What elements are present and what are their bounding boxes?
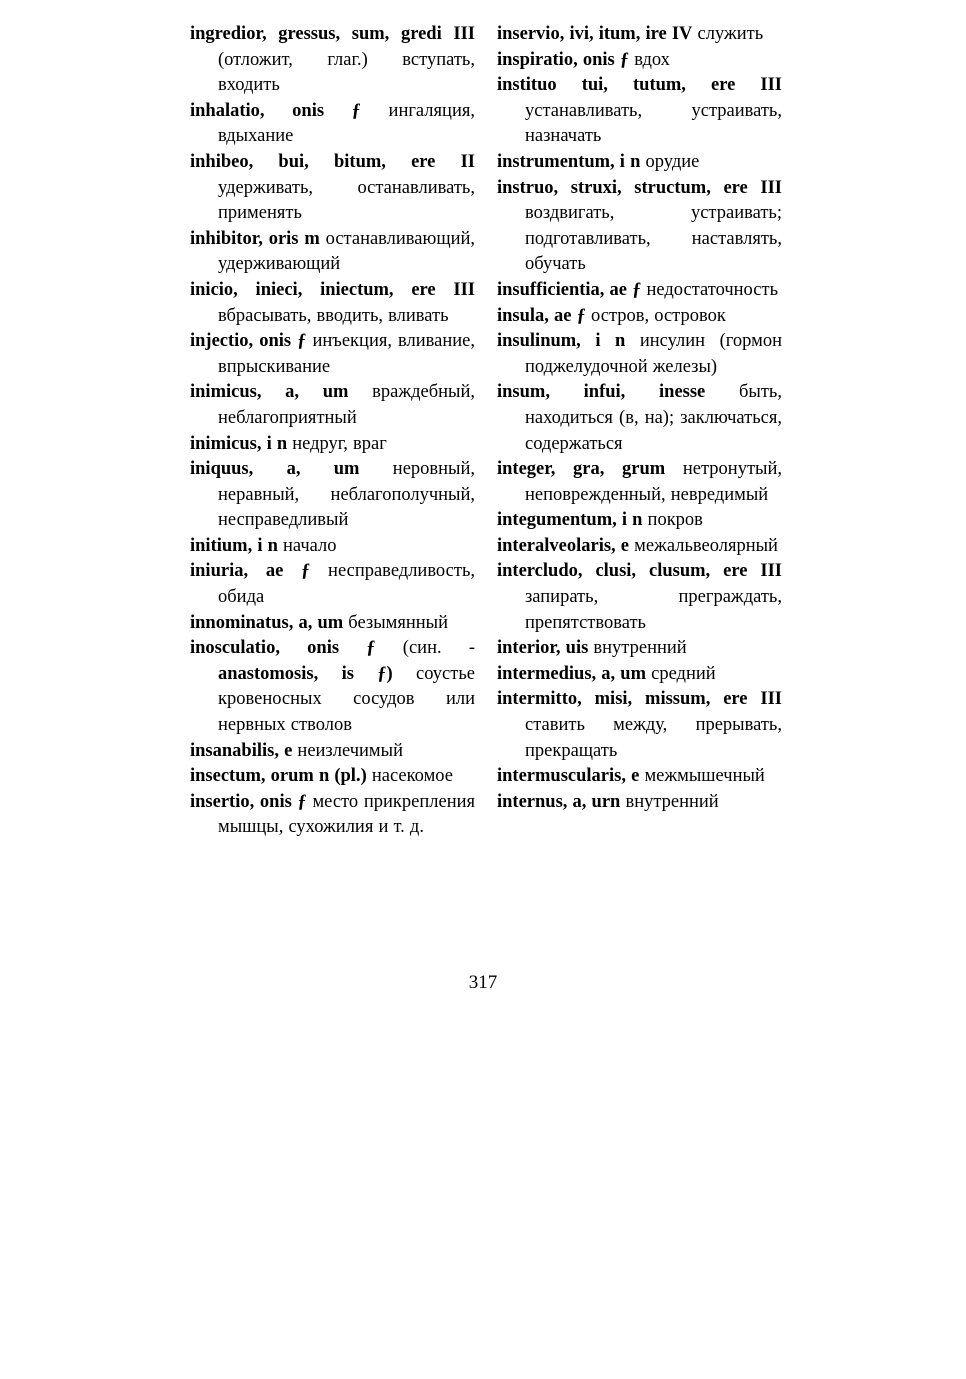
entry-headword: insulinum, i n	[497, 331, 626, 352]
right-column	[497, 22, 782, 815]
entry-headword: integumentum, i n	[497, 510, 643, 531]
entry-definition: ставить между, прерывать, прекращать	[525, 715, 782, 761]
dictionary-entry	[497, 687, 782, 764]
entry-definition: покров	[642, 510, 703, 531]
entry-definition: межмышечный	[639, 766, 765, 787]
dictionary-entry	[190, 611, 475, 637]
entry-headword: intermitto, misi, missum, ere III	[497, 689, 782, 710]
entry-headword: inimicus, a, um	[190, 382, 349, 403]
entry-definition: инсулин (гормон поджелудочной железы)	[525, 331, 782, 377]
entry-headword: insum, infui, inesse	[497, 382, 706, 403]
dictionary-entry	[497, 534, 782, 560]
entry-definition: внутренний	[620, 791, 719, 812]
entry-headword: insectum, orum n (pl.)	[190, 766, 367, 787]
entry-definition: недостаточность	[641, 279, 779, 300]
entry-headword: instruo, struxi, structum, ere III	[497, 177, 782, 198]
entry-headword: intermuscularis, e	[497, 766, 640, 787]
dictionary-entry	[190, 278, 475, 329]
dictionary-entry	[190, 790, 475, 841]
entry-headword: inhibitor, oris m	[190, 228, 320, 249]
entry-headword: inimicus, i n	[190, 433, 288, 454]
entry-headword: iniuria, ae ƒ	[190, 561, 311, 582]
entry-definition: орудие	[640, 151, 700, 172]
entry-headword: inicio, inieci, iniectum, ere III	[190, 279, 475, 300]
dictionary-entry	[190, 99, 475, 150]
left-column	[190, 22, 475, 841]
entry-definition: нетронутый, неповрежденный, невредимый	[525, 459, 782, 505]
dictionary-entry	[190, 739, 475, 765]
dictionary-entry	[497, 329, 782, 380]
entry-headword: innominatus, a, um	[190, 612, 344, 633]
entry-definition: средний	[646, 663, 716, 684]
entry-headword: insufficientia, ae ƒ	[497, 279, 642, 300]
entry-definition: инъекция, вливание, впрыскивание	[218, 331, 475, 377]
dictionary-entry	[190, 457, 475, 534]
dictionary-entry	[190, 534, 475, 560]
entry-definition: внутренний	[588, 638, 687, 659]
dictionary-entry	[497, 457, 782, 508]
dictionary-entry	[190, 432, 475, 458]
entry-definition: насекомое	[366, 766, 453, 787]
dictionary-entry	[497, 150, 782, 176]
entry-headword: inservio, ivi, itum, ire IV	[497, 24, 693, 44]
entry-headword: inhalatio, onis ƒ	[190, 100, 361, 121]
entry-definition: недруг, враг	[287, 433, 387, 454]
entry-definition: соустье кровеносных сосудов или нервных стволов	[218, 663, 475, 736]
dictionary-entry	[190, 380, 475, 431]
entry-headword: interalveolaris, e	[497, 535, 630, 556]
entry-headword: inhibeo, bui, bitum, ere II	[190, 151, 475, 172]
page-number: 317	[468, 972, 498, 993]
entry-definition: межальвеолярный	[629, 535, 778, 556]
dictionary-entry	[190, 764, 475, 790]
entry-headword: instrumentum, i n	[497, 151, 641, 172]
dictionary-entry	[190, 22, 475, 99]
entry-headword: intercludo, clusi, clusum, ere III	[497, 561, 782, 582]
entry-headword: interior, uis	[497, 638, 589, 659]
entry-definition: остров, островок	[585, 305, 726, 326]
dictionary-entry	[497, 176, 782, 278]
entry-definition: ингаляция, вдыхание	[218, 100, 475, 147]
entry-definition: служить	[692, 24, 764, 44]
dictionary-entry	[497, 764, 782, 790]
dictionary-entry	[497, 278, 782, 304]
dictionary-entry	[497, 73, 782, 150]
dictionary-entry	[497, 304, 782, 330]
dictionary-entry	[190, 636, 475, 738]
entry-synonym-headword: anastomosis, is ƒ)	[218, 663, 393, 684]
entry-headword: insanabilis, e	[190, 740, 293, 761]
entry-definition: удерживать, останавливать, применять	[218, 177, 475, 224]
entry-definition: вдох	[629, 49, 670, 70]
entry-definition: начало	[277, 535, 337, 556]
dictionary-entry	[497, 48, 782, 74]
entry-headword: integer, gra, grum	[497, 459, 666, 480]
entry-headword: iniquus, a, um	[190, 459, 360, 480]
entry-definition: несправедливость, обида	[218, 561, 476, 608]
entry-definition: быть, находиться (в, на); заключаться, содержаться	[525, 382, 782, 454]
entry-headword: injectio, onis ƒ	[190, 331, 307, 352]
entry-headword: ingredior, gressus, sum, gredi III	[190, 24, 475, 44]
entry-definition: (син. -	[375, 638, 475, 659]
dictionary-entry	[497, 790, 782, 816]
entry-definition: воздвигать, устраивать; подготавливать, наставлять, обучать	[525, 203, 782, 275]
dictionary-entry	[497, 380, 782, 457]
dictionary-entry	[190, 559, 475, 610]
entry-definition: безымянный	[343, 612, 448, 633]
dictionary-entry	[497, 636, 782, 662]
entry-definition: останавливающий, удерживающий	[218, 228, 475, 275]
dictionary-entry	[497, 559, 782, 636]
dictionary-entry	[190, 227, 475, 278]
entry-definition: (отложит, глаг.) вступать, входить	[218, 49, 475, 96]
entry-definition: неизлечимый	[292, 740, 403, 761]
entry-headword: instituo tui, tutum, ere III	[497, 75, 782, 96]
entry-headword: intermedius, a, um	[497, 663, 646, 684]
dictionary-entry	[190, 150, 475, 227]
entry-headword: initium, i n	[190, 535, 278, 556]
entry-headword: internus, a, urn	[497, 791, 621, 812]
entry-definition: запирать, преграждать, препятствовать	[525, 587, 782, 633]
dictionary-entry	[190, 329, 475, 380]
entry-headword: insula, ae ƒ	[497, 305, 586, 326]
dictionary-entry	[497, 662, 782, 688]
entry-headword: inosculatio, onis ƒ	[190, 638, 376, 659]
entry-definition: устанавливать, устраивать, назначать	[525, 100, 782, 147]
dictionary-entry	[497, 22, 782, 48]
entry-headword: insertio, onis ƒ	[190, 791, 307, 812]
entry-definition: неровный, неравный, неблагополучный, несправедливый	[218, 459, 476, 531]
entry-definition: враждебный, неблагоприятный	[218, 382, 475, 428]
entry-headword: inspiratio, onis ƒ	[497, 49, 630, 70]
entry-definition: место прикрепления мышцы, сухожилия и т. д.	[218, 791, 475, 838]
dictionary-entry	[497, 508, 782, 534]
entry-definition: вбрасывать, вводить, вливать	[218, 305, 449, 326]
